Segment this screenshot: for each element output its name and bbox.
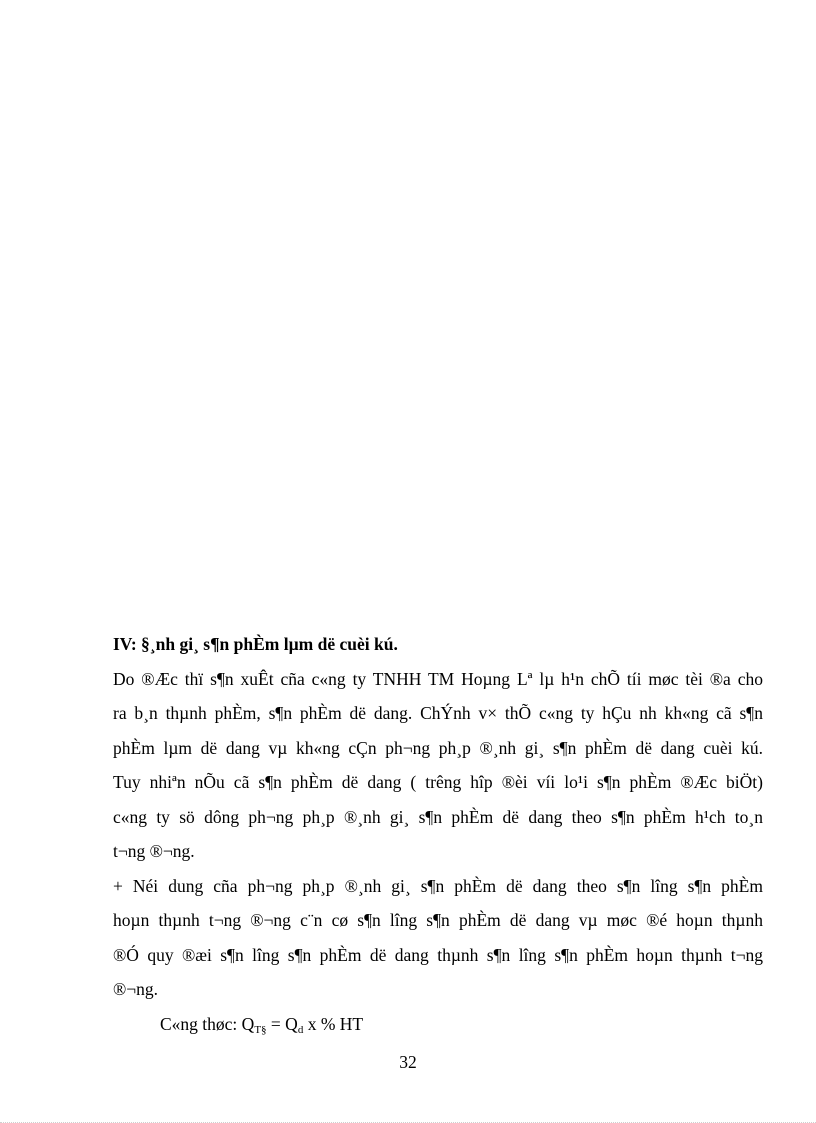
paragraph-line: phÈm lµm dë dang vµ kh«ng cÇn ph¬ng ph¸p ®¸nh gi¸ s¶n phÈm dë dang cuèi kú. (113, 737, 763, 758)
document-body (113, 627, 763, 1041)
paragraph-method-content (113, 869, 763, 1007)
formula-label: C«ng thøc: Q (160, 1013, 255, 1034)
paragraph-production-characteristics (113, 662, 763, 869)
paragraph-line: Tuy nhiªn nÕu cã s¶n phÈm dë dang ( trêng hîp ®èi víi lo¹i s¶n phÈm ®Æc biÖt) (113, 772, 763, 792)
formula (113, 1007, 763, 1042)
paragraph-line: c«ng ty sö dông ph¬ng ph¸p ®¸nh gi¸ s¶n phÈm dë dang theo s¶n phÈm h¹ch to¸n (113, 806, 763, 827)
paragraph-line: ®Ó quy ®æi s¶n lîng s¶n phÈm dë dang thµnh s¶n lîng s¶n phÈm hoµn thµnh t¬ng (113, 944, 763, 965)
formula-subscript-d: d (297, 1023, 304, 1036)
paragraph-line: + Néi dung cña ph¬ng ph¸p ®¸nh gi¸ s¶n phÈm dë dang theo s¶n lîng s¶n phÈm (113, 875, 763, 896)
paragraph-line: Do ®Æc thï s¶n xuÊt cña c«ng ty TNHH TM Hoµng Lª lµ h¹n chÕ tíi møc tèi ®a cho (113, 668, 763, 689)
paragraph-line: hoµn thµnh t¬ng ®¬ng c¨n cø s¶n lîng s¶n phÈm dë dang vµ møc ®é hoµn thµnh (113, 910, 763, 930)
page-number: 32 (399, 1052, 417, 1072)
section-heading: IV: §¸nh gi¸ s¶n phÈm lµm dë cuèi kú. (113, 634, 398, 654)
formula-equals: = Q (266, 1013, 298, 1034)
paragraph-line: ®¬ng. (113, 979, 159, 999)
formula-subscript-t: T§ (254, 1023, 267, 1036)
formula-tail: x % HT (303, 1013, 364, 1034)
paragraph-line: t¬ng ®¬ng. (113, 841, 195, 861)
paragraph-line: ra b¸n thµnh phÈm, s¶n phÈm dë dang. ChÝnh v× thÕ c«ng ty hÇu nh kh«ng cã s¶n (113, 703, 763, 723)
